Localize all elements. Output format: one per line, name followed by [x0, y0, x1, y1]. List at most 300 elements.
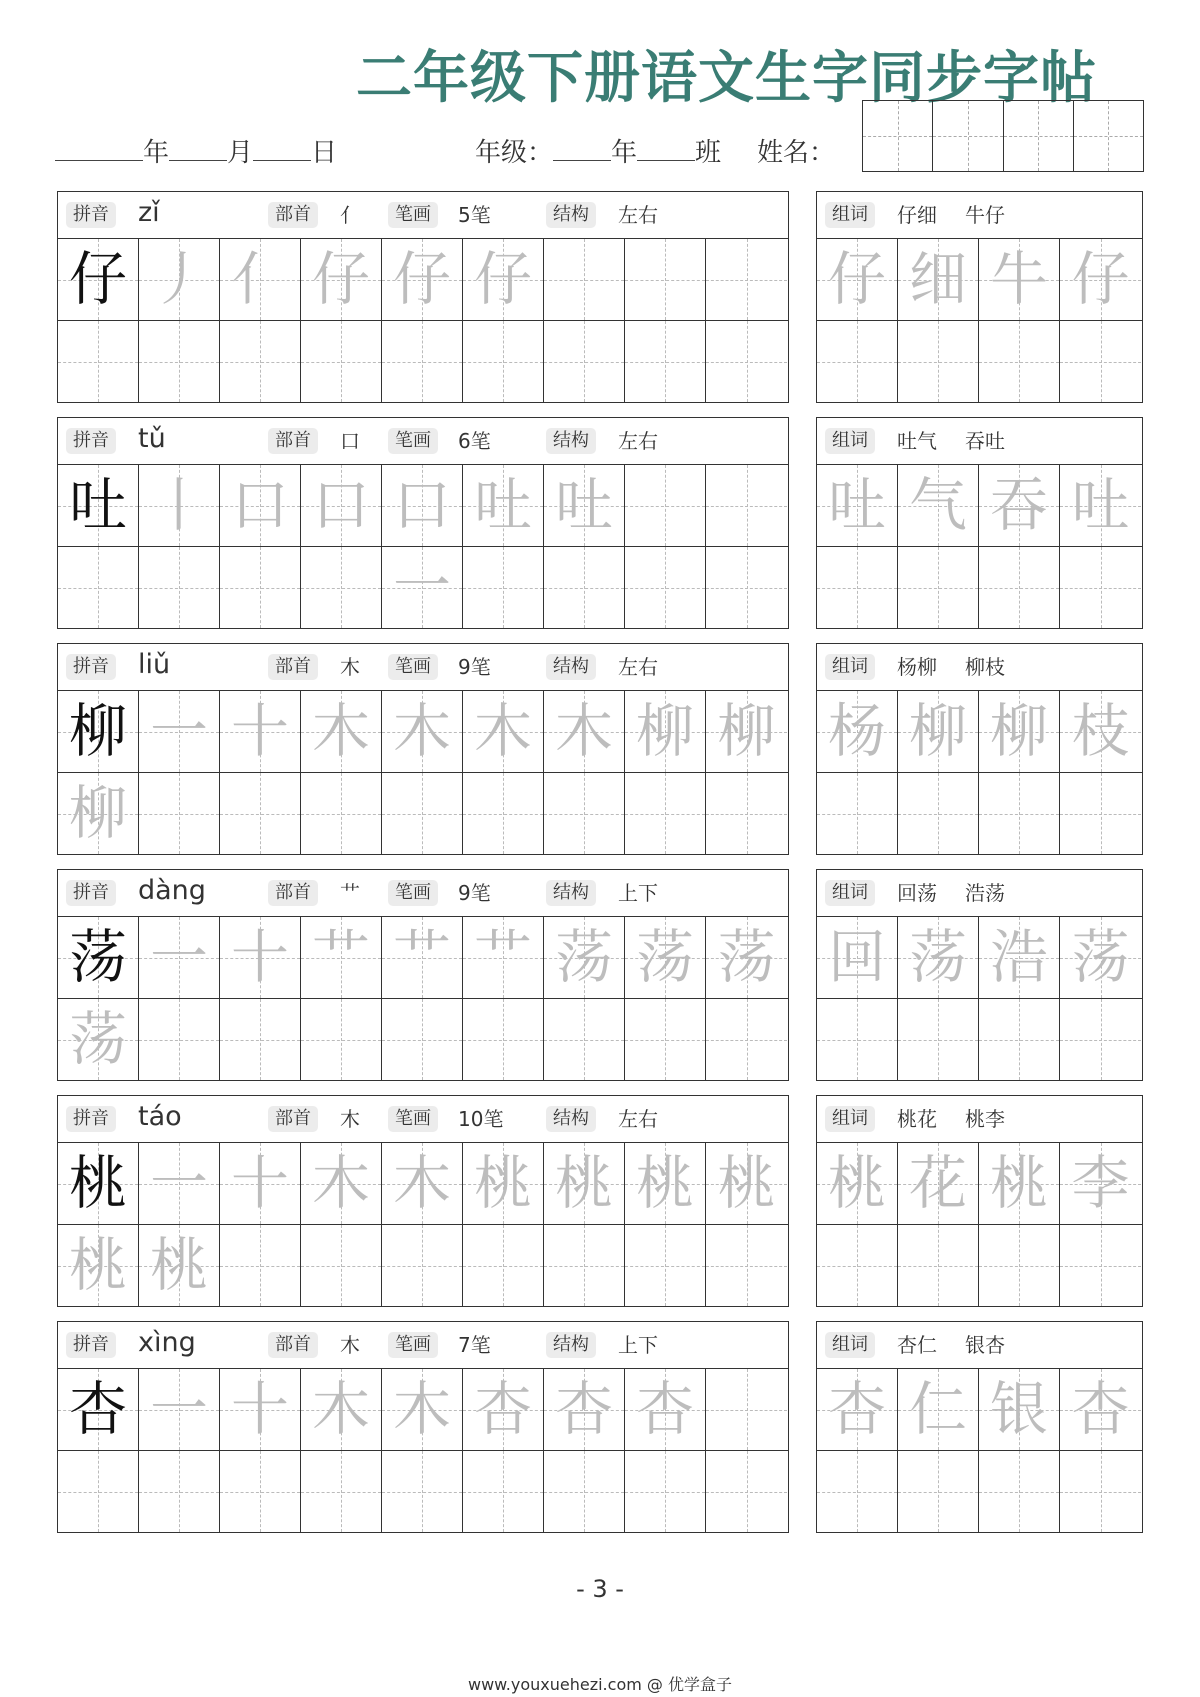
word-trace-character: 仔	[1071, 245, 1130, 313]
writing-cell[interactable]	[706, 999, 787, 1080]
word-trace-character: 杏	[827, 1375, 886, 1443]
writing-cell[interactable]	[706, 465, 787, 546]
stroke-step-trace: 吐	[554, 471, 613, 539]
writing-cell[interactable]	[706, 1369, 787, 1450]
pinyin-value: táo	[138, 1101, 182, 1132]
writing-cell[interactable]	[463, 773, 544, 854]
stroke-step-trace: 木	[473, 697, 532, 765]
word-trace-character: 杏	[1071, 1375, 1130, 1443]
word-trace-character: 回	[827, 923, 886, 991]
writing-cell[interactable]	[58, 1225, 139, 1306]
writing-cell[interactable]	[139, 465, 220, 546]
writing-cell[interactable]	[58, 465, 139, 546]
writing-cell[interactable]	[1060, 1369, 1141, 1450]
writing-cell[interactable]	[1060, 321, 1141, 402]
writing-cell[interactable]	[817, 1143, 898, 1224]
writing-cell[interactable]	[139, 547, 220, 628]
writing-cell[interactable]	[301, 1451, 382, 1532]
radical-tag: 部首	[268, 202, 318, 228]
writing-cell[interactable]	[382, 239, 463, 320]
char-practice-block	[57, 1321, 789, 1533]
stroke-step-trace: 十	[230, 697, 289, 765]
stroke-step-trace: 一	[149, 1375, 208, 1443]
word-value: 柳枝	[965, 655, 1005, 679]
writing-cell[interactable]	[382, 1369, 463, 1450]
writing-cell[interactable]	[301, 1225, 382, 1306]
writing-cell[interactable]	[898, 1225, 979, 1306]
writing-cell[interactable]	[1060, 691, 1141, 772]
writing-cell[interactable]	[301, 465, 382, 546]
writing-cell[interactable]	[979, 465, 1060, 546]
char-info-header	[58, 1096, 788, 1143]
stroke-step-trace: 艹	[311, 923, 370, 991]
radical-tag: 部首	[268, 1332, 318, 1358]
writing-cell[interactable]	[979, 1369, 1060, 1450]
pinyin-value: zǐ	[138, 197, 160, 228]
writing-cell[interactable]	[139, 773, 220, 854]
writing-cell[interactable]	[382, 773, 463, 854]
writing-cell[interactable]	[463, 917, 544, 998]
writing-cell[interactable]	[898, 321, 979, 402]
writing-cell[interactable]	[625, 917, 706, 998]
writing-cell[interactable]	[544, 691, 625, 772]
word-trace-character: 柳	[989, 697, 1048, 765]
word-practice-block	[816, 417, 1143, 629]
writing-cell[interactable]	[382, 917, 463, 998]
word-practice-block	[816, 1321, 1143, 1533]
writing-cell[interactable]	[706, 773, 787, 854]
writing-cell[interactable]	[706, 691, 787, 772]
word-trace-character: 花	[908, 1149, 967, 1217]
writing-cell[interactable]	[817, 691, 898, 772]
strokes-value: 5笔	[458, 203, 491, 227]
writing-cell[interactable]	[301, 691, 382, 772]
char-practice-block	[57, 191, 789, 403]
writing-cell[interactable]	[1060, 1143, 1141, 1224]
writing-cell[interactable]	[382, 1451, 463, 1532]
writing-cell[interactable]	[220, 547, 301, 628]
writing-cell[interactable]	[139, 1143, 220, 1224]
writing-cell[interactable]	[625, 999, 706, 1080]
writing-cell[interactable]	[1060, 547, 1141, 628]
model-character: 荡	[68, 923, 127, 991]
writing-cell[interactable]	[220, 999, 301, 1080]
word-value: 回荡	[897, 881, 937, 905]
stroke-step-trace: 十	[230, 1375, 289, 1443]
grade-class-label: 班	[695, 138, 722, 168]
name-label: 姓名：	[757, 138, 836, 168]
writing-cell[interactable]	[58, 917, 139, 998]
writing-cell[interactable]	[898, 1143, 979, 1224]
writing-cell[interactable]	[382, 321, 463, 402]
trace-character: 桃	[149, 1231, 208, 1299]
writing-cell[interactable]	[706, 1225, 787, 1306]
word-trace-character: 细	[908, 245, 967, 313]
pinyin-tag: 拼音	[66, 428, 116, 454]
word-value: 吐气	[897, 429, 937, 453]
word-trace-character: 吞	[989, 471, 1048, 539]
writing-cell[interactable]	[382, 465, 463, 620]
stroke-step-trace: 一	[149, 1149, 208, 1217]
strokes-value: 7笔	[458, 1333, 491, 1357]
month-blank[interactable]	[169, 140, 227, 161]
radical-value: 口	[340, 429, 360, 453]
model-character: 柳	[68, 697, 127, 765]
stroke-step-trace: 口	[230, 471, 289, 539]
word-trace-character: 桃	[827, 1149, 886, 1217]
writing-cell[interactable]	[898, 999, 979, 1080]
writing-cell[interactable]	[898, 691, 979, 772]
day-blank[interactable]	[253, 140, 311, 161]
writing-cell[interactable]	[625, 465, 706, 546]
writing-cell[interactable]	[817, 917, 898, 998]
writing-cell[interactable]	[706, 321, 787, 402]
word-trace-character: 浩	[989, 923, 1048, 991]
char-practice-block	[57, 869, 789, 1081]
writing-cell[interactable]	[220, 773, 301, 854]
day-label: 日	[311, 138, 338, 168]
grade-year-label: 年	[611, 138, 638, 168]
word-trace-character: 枝	[1071, 697, 1130, 765]
word-trace-character: 牛	[989, 245, 1048, 313]
stroke-step-trace: 艹	[473, 923, 532, 991]
word-info-header	[817, 418, 1142, 465]
trace-character: 柳	[68, 779, 127, 847]
stroke-step-trace: 荡	[635, 923, 694, 991]
word-practice-block	[816, 1095, 1143, 1307]
pinyin-tag: 拼音	[66, 1332, 116, 1358]
writing-cell[interactable]	[220, 1369, 301, 1450]
writing-cell[interactable]	[301, 1369, 382, 1450]
word-value: 吞吐	[965, 429, 1005, 453]
writing-cell[interactable]	[382, 1143, 463, 1224]
structure-tag: 结构	[546, 428, 596, 454]
char-info-header	[58, 644, 788, 691]
writing-cell[interactable]	[706, 547, 787, 628]
writing-cell[interactable]	[625, 321, 706, 402]
word-info-header	[817, 1322, 1142, 1369]
strokes-tag: 笔画	[388, 654, 438, 680]
word-trace-character: 桃	[989, 1149, 1048, 1217]
words-tag: 组词	[825, 1332, 875, 1358]
pinyin-tag: 拼音	[66, 1106, 116, 1132]
model-character: 杏	[68, 1375, 127, 1443]
writing-cell[interactable]	[301, 917, 382, 998]
writing-cell[interactable]	[382, 999, 463, 1080]
strokes-value: 9笔	[458, 881, 491, 905]
month-label: 月	[227, 138, 254, 168]
writing-cell[interactable]	[301, 1143, 382, 1224]
stroke-step-trace: 丿	[149, 245, 208, 313]
writing-cell[interactable]	[544, 917, 625, 998]
writing-cell[interactable]	[139, 917, 220, 998]
model-character: 桃	[68, 1149, 127, 1217]
writing-cell[interactable]	[817, 239, 898, 320]
word-trace-character: 吐	[827, 471, 886, 539]
writing-cell[interactable]	[139, 691, 220, 772]
footer-credit: www.youxuehezi.com @ 优学盒子	[468, 1675, 732, 1694]
writing-cell[interactable]	[979, 1451, 1060, 1532]
writing-cell[interactable]	[463, 239, 544, 320]
grade-line	[475, 132, 835, 169]
writing-cell[interactable]	[1060, 465, 1141, 546]
writing-cell[interactable]	[979, 1225, 1060, 1306]
writing-cell[interactable]	[382, 1225, 463, 1306]
writing-cell[interactable]	[817, 465, 898, 546]
stroke-step-trace: 丨	[149, 471, 208, 539]
writing-cell[interactable]	[463, 465, 544, 546]
writing-cell[interactable]	[220, 321, 301, 402]
stroke-step-trace: 木	[311, 1149, 370, 1217]
writing-cell[interactable]	[544, 1225, 625, 1306]
writing-cell[interactable]	[898, 773, 979, 854]
writing-cell[interactable]	[463, 1225, 544, 1306]
word-trace-character: 仁	[908, 1375, 967, 1443]
writing-cell[interactable]	[898, 1369, 979, 1450]
writing-cell[interactable]	[220, 1143, 301, 1224]
stroke-step-trace: 十	[230, 1149, 289, 1217]
writing-cell[interactable]	[58, 1143, 139, 1224]
writing-cell[interactable]	[220, 917, 301, 998]
structure-value: 上下	[618, 1333, 658, 1357]
writing-cell[interactable]	[139, 1451, 220, 1532]
writing-cell[interactable]	[625, 1143, 706, 1224]
writing-cell[interactable]	[544, 547, 625, 628]
strokes-value: 9笔	[458, 655, 491, 679]
stroke-step-trace: 木	[311, 697, 370, 765]
writing-cell[interactable]	[139, 999, 220, 1080]
strokes-tag: 笔画	[388, 1332, 438, 1358]
writing-cell[interactable]	[706, 917, 787, 998]
radical-value: 木	[340, 655, 360, 679]
writing-cell[interactable]	[979, 547, 1060, 628]
radical-tag: 部首	[268, 1106, 318, 1132]
writing-cell[interactable]	[463, 321, 544, 402]
name-input-box[interactable]	[862, 100, 1144, 172]
stroke-step-trace: 柳	[635, 697, 694, 765]
pinyin-value: tǔ	[138, 423, 166, 454]
radical-tag: 部首	[268, 880, 318, 906]
word-value: 仔细	[897, 203, 937, 227]
writing-cell[interactable]	[58, 1451, 139, 1532]
writing-cell[interactable]	[382, 691, 463, 772]
writing-cell[interactable]	[463, 1369, 544, 1450]
word-value: 杏仁	[897, 1333, 937, 1357]
writing-cell[interactable]	[544, 1143, 625, 1224]
writing-cell[interactable]	[301, 999, 382, 1080]
writing-cell[interactable]	[220, 239, 301, 320]
writing-cell[interactable]	[817, 321, 898, 402]
word-practice-block	[816, 643, 1143, 855]
strokes-value: 10笔	[458, 1107, 504, 1131]
stroke-step-trace: 一	[149, 923, 208, 991]
writing-cell[interactable]	[1060, 773, 1141, 854]
writing-cell[interactable]	[463, 691, 544, 772]
char-info-header	[58, 1322, 788, 1369]
stroke-step-trace: 木	[392, 1149, 451, 1217]
writing-cell[interactable]	[625, 691, 706, 772]
writing-cell[interactable]	[979, 239, 1060, 320]
structure-tag: 结构	[546, 654, 596, 680]
pinyin-value: dàng	[138, 875, 206, 906]
writing-cell[interactable]	[220, 465, 301, 546]
writing-cell[interactable]	[706, 1451, 787, 1532]
radical-value: 亻	[340, 203, 360, 227]
writing-cell[interactable]	[625, 773, 706, 854]
writing-cell[interactable]	[58, 1369, 139, 1450]
writing-cell[interactable]	[979, 773, 1060, 854]
structure-value: 左右	[618, 203, 658, 227]
writing-cell[interactable]	[979, 321, 1060, 402]
writing-cell[interactable]	[463, 547, 544, 628]
stroke-step-trace: 荡	[554, 923, 613, 991]
writing-cell[interactable]	[817, 773, 898, 854]
stroke-step-trace: 木	[392, 1375, 451, 1443]
writing-cell[interactable]	[58, 999, 139, 1080]
writing-cell[interactable]	[463, 1451, 544, 1532]
writing-cell[interactable]	[979, 1143, 1060, 1224]
writing-cell[interactable]	[139, 1369, 220, 1450]
writing-cell[interactable]	[625, 1451, 706, 1532]
writing-cell[interactable]	[58, 321, 139, 402]
writing-cell[interactable]	[301, 773, 382, 854]
strokes-tag: 笔画	[388, 1106, 438, 1132]
writing-cell[interactable]	[301, 547, 382, 628]
writing-cell[interactable]	[625, 547, 706, 628]
writing-cell[interactable]	[898, 465, 979, 546]
word-value: 银杏	[965, 1333, 1005, 1357]
word-info-header	[817, 1096, 1142, 1143]
word-trace-character: 荡	[908, 923, 967, 991]
writing-cell[interactable]	[463, 1143, 544, 1224]
pinyin-value: xìng	[138, 1327, 196, 1358]
writing-cell[interactable]	[898, 1451, 979, 1532]
stroke-step-trace: 仔	[311, 245, 370, 313]
writing-cell[interactable]	[139, 239, 220, 320]
writing-cell[interactable]	[139, 321, 220, 402]
radical-value: 木	[340, 1333, 360, 1357]
stroke-step-trace: 木	[392, 697, 451, 765]
writing-cell[interactable]	[544, 465, 625, 546]
word-value: 浩荡	[965, 881, 1005, 905]
word-practice-block	[816, 191, 1143, 403]
writing-cell[interactable]	[625, 1225, 706, 1306]
writing-cell[interactable]	[220, 1451, 301, 1532]
stroke-step-trace: 桃	[635, 1149, 694, 1217]
structure-tag: 结构	[546, 1106, 596, 1132]
writing-cell[interactable]	[139, 1225, 220, 1306]
writing-cell[interactable]	[817, 1451, 898, 1532]
class-blank[interactable]	[637, 140, 695, 161]
char-info-header	[58, 192, 788, 239]
writing-cell[interactable]	[301, 321, 382, 402]
stroke-step-trace: 木	[554, 697, 613, 765]
words-tag: 组词	[825, 202, 875, 228]
char-info-header	[58, 870, 788, 917]
year-blank[interactable]	[55, 140, 143, 161]
word-trace-character: 银	[989, 1375, 1048, 1443]
word-info-header	[817, 192, 1142, 239]
strokes-tag: 笔画	[388, 880, 438, 906]
writing-cell[interactable]	[220, 1225, 301, 1306]
word-trace-character: 吐	[1071, 471, 1130, 539]
writing-cell[interactable]	[544, 321, 625, 402]
structure-tag: 结构	[546, 880, 596, 906]
word-value: 桃李	[965, 1107, 1005, 1131]
words-tag: 组词	[825, 880, 875, 906]
stroke-step-trace: 桃	[554, 1149, 613, 1217]
word-trace-character: 气	[908, 471, 967, 539]
writing-cell[interactable]	[544, 999, 625, 1080]
writing-cell[interactable]	[544, 1451, 625, 1532]
pinyin-value: liǔ	[138, 649, 171, 680]
writing-cell[interactable]	[463, 999, 544, 1080]
stroke-step-trace: 杏	[635, 1375, 694, 1443]
writing-cell[interactable]	[220, 691, 301, 772]
char-practice-block	[57, 643, 789, 855]
stroke-step-trace: 木	[311, 1375, 370, 1443]
writing-cell[interactable]	[544, 773, 625, 854]
writing-cell[interactable]	[1060, 1451, 1141, 1532]
writing-cell[interactable]	[58, 691, 139, 772]
writing-cell[interactable]	[898, 547, 979, 628]
writing-cell[interactable]	[898, 239, 979, 320]
writing-cell[interactable]	[625, 1369, 706, 1450]
strokes-tag: 笔画	[388, 202, 438, 228]
trace-character: 荡	[68, 1005, 127, 1073]
writing-cell[interactable]	[817, 999, 898, 1080]
grade-blank[interactable]	[553, 140, 611, 161]
writing-cell[interactable]	[979, 999, 1060, 1080]
char-info-header	[58, 418, 788, 465]
writing-cell[interactable]	[58, 239, 139, 320]
word-trace-character: 仔	[827, 245, 886, 313]
writing-cell[interactable]	[1060, 999, 1141, 1080]
writing-cell[interactable]	[1060, 917, 1141, 998]
stroke-step-trace: 桃	[473, 1149, 532, 1217]
structure-tag: 结构	[546, 202, 596, 228]
writing-cell[interactable]	[1060, 239, 1141, 320]
words-tag: 组词	[825, 1106, 875, 1132]
stroke-step-trace: 桃	[717, 1149, 776, 1217]
writing-cell[interactable]	[979, 917, 1060, 998]
writing-cell[interactable]	[58, 773, 139, 854]
writing-cell[interactable]	[817, 1369, 898, 1450]
writing-cell[interactable]	[301, 239, 382, 320]
writing-cell[interactable]	[544, 239, 625, 320]
writing-cell[interactable]	[625, 239, 706, 320]
writing-cell[interactable]	[817, 1225, 898, 1306]
stroke-step-trace: 仔	[392, 245, 451, 313]
stroke-step-trace: 柳	[717, 697, 776, 765]
stroke-step-trace: 艹	[392, 923, 451, 991]
stroke-step-trace: 杏	[554, 1375, 613, 1443]
word-practice-block	[816, 869, 1143, 1081]
radical-tag: 部首	[268, 428, 318, 454]
writing-cell[interactable]	[817, 547, 898, 628]
strokes-tag: 笔画	[388, 428, 438, 454]
writing-cell[interactable]	[1060, 1225, 1141, 1306]
writing-cell[interactable]	[544, 1369, 625, 1450]
writing-cell[interactable]	[979, 691, 1060, 772]
writing-cell[interactable]	[706, 1143, 787, 1224]
word-value: 桃花	[897, 1107, 937, 1131]
writing-cell[interactable]	[706, 239, 787, 320]
writing-cell[interactable]	[898, 917, 979, 998]
date-line	[55, 132, 337, 169]
writing-cell[interactable]	[58, 547, 139, 628]
pinyin-tag: 拼音	[66, 654, 116, 680]
